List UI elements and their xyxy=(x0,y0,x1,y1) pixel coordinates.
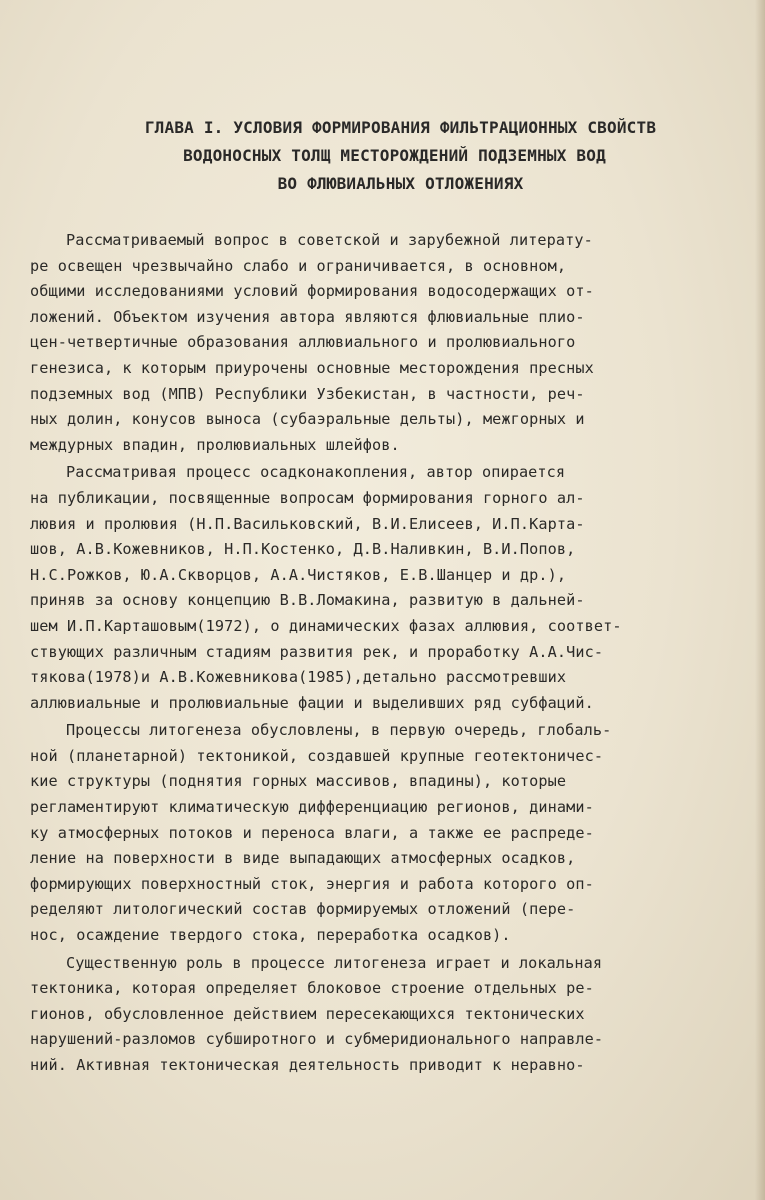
text-line: ных долин, конусов выноса (субаэральные дельты), межгорных и xyxy=(30,410,585,429)
text-line: цен-четвертичные образования аллювиального и пролювиального xyxy=(30,333,576,352)
paragraph xyxy=(30,460,740,716)
text-line: Процессы литогенеза обусловлены, в первую очередь, глобаль- xyxy=(66,721,612,740)
chapter-title-line: ГЛАВА I. УСЛОВИЯ ФОРМИРОВАНИЯ ФИЛЬТРАЦИОННЫХ СВОЙСТВ xyxy=(144,118,657,137)
text-line: ление на поверхности в виде выпадающих атмосферных осадков, xyxy=(30,849,576,868)
text-line: на публикации, посвященные вопросам формирования горного ал- xyxy=(30,488,585,507)
chapter-title-line: ВО ФЛЮВИАЛЬНЫХ ОТЛОЖЕНИЯХ xyxy=(277,174,524,193)
body-text xyxy=(30,228,740,1079)
paragraph xyxy=(30,228,740,458)
text-line: ку атмосферных потоков и переноса влаги, а также ее распреде- xyxy=(30,823,594,842)
text-line: приняв за основу концепцию В.В.Ломакина, развитую в дальней- xyxy=(30,591,585,610)
text-line: формирующих поверхностный сток, энергия и работа которого оп- xyxy=(30,874,594,893)
text-line: ложений. Объектом изучения автора являются флювиальные плио- xyxy=(30,307,585,326)
text-line: ствующих различным стадиям развития рек, и проработку А.А.Чис- xyxy=(30,642,604,661)
text-line: ной (планетарной) тектоникой, создавшей крупные геотектоничес- xyxy=(30,746,604,765)
paragraph xyxy=(30,951,740,1079)
text-line: генезиса, к которым приурочены основные месторождения пресных xyxy=(30,358,594,377)
paragraph xyxy=(30,718,740,948)
text-line: шов, А.В.Кожевников, Н.П.Костенко, Д.В.Наливкин, В.И.Попов, xyxy=(30,540,576,559)
text-line: Существенную роль в процессе литогенеза играет и локальная xyxy=(66,953,603,972)
chapter-title xyxy=(0,114,765,198)
text-line: аллювиальные и пролювиальные фации и выделивших ряд субфаций. xyxy=(30,693,594,712)
text-line: ре освещен чрезвычайно слабо и ограничивается, в основном, xyxy=(30,256,567,275)
text-line: шем И.П.Карташовым(1972), о динамических фазах аллювия, соответ- xyxy=(30,616,622,635)
text-line: нарушений-разломов субширотного и субмеридионального направле- xyxy=(30,1030,604,1049)
text-line: Рассматривая процесс осадконакопления, автор опирается xyxy=(66,463,566,482)
text-line: тякова(1978)и А.В.Кожевникова(1985),детально рассмотревших xyxy=(30,668,567,687)
text-line: кие структуры (поднятия горных массивов, впадины), которые xyxy=(30,772,567,791)
text-line: тектоника, которая определяет блоковое строение отдельных ре- xyxy=(30,979,594,998)
text-line: Н.С.Рожков, Ю.А.Скворцов, А.А.Чистяков, Е.В.Шанцер и др.), xyxy=(30,565,567,584)
text-line: регламентируют климатическую дифференциацию регионов, динами- xyxy=(30,798,594,817)
text-line: ределяют литологический состав формируемых отложений (пере- xyxy=(30,900,576,919)
text-line: подземных вод (МПВ) Республики Узбекистан, в частности, реч- xyxy=(30,384,585,403)
text-line: общими исследованиями условий формирования водосодержащих от- xyxy=(30,282,594,301)
text-line: междурных впадин, пролювиальных шлейфов. xyxy=(30,435,400,454)
text-line: нос, осаждение твердого стока, переработка осадков). xyxy=(30,926,511,945)
text-line: гионов, обусловленное действием пересекающихся тектонических xyxy=(30,1004,585,1023)
text-line: Рассматриваемый вопрос в советской и зарубежной литерату- xyxy=(66,231,593,249)
text-line: лювия и пролювия (Н.П.Васильковский, В.И.Елисеев, И.П.Карта- xyxy=(30,514,585,533)
text-line: ний. Активная тектоническая деятельность приводит к неравно- xyxy=(30,1056,585,1074)
chapter-title-line: ВОДОНОСНЫХ ТОЛЩ МЕСТОРОЖДЕНИЙ ПОДЗЕМНЫХ ВОД xyxy=(183,146,606,165)
